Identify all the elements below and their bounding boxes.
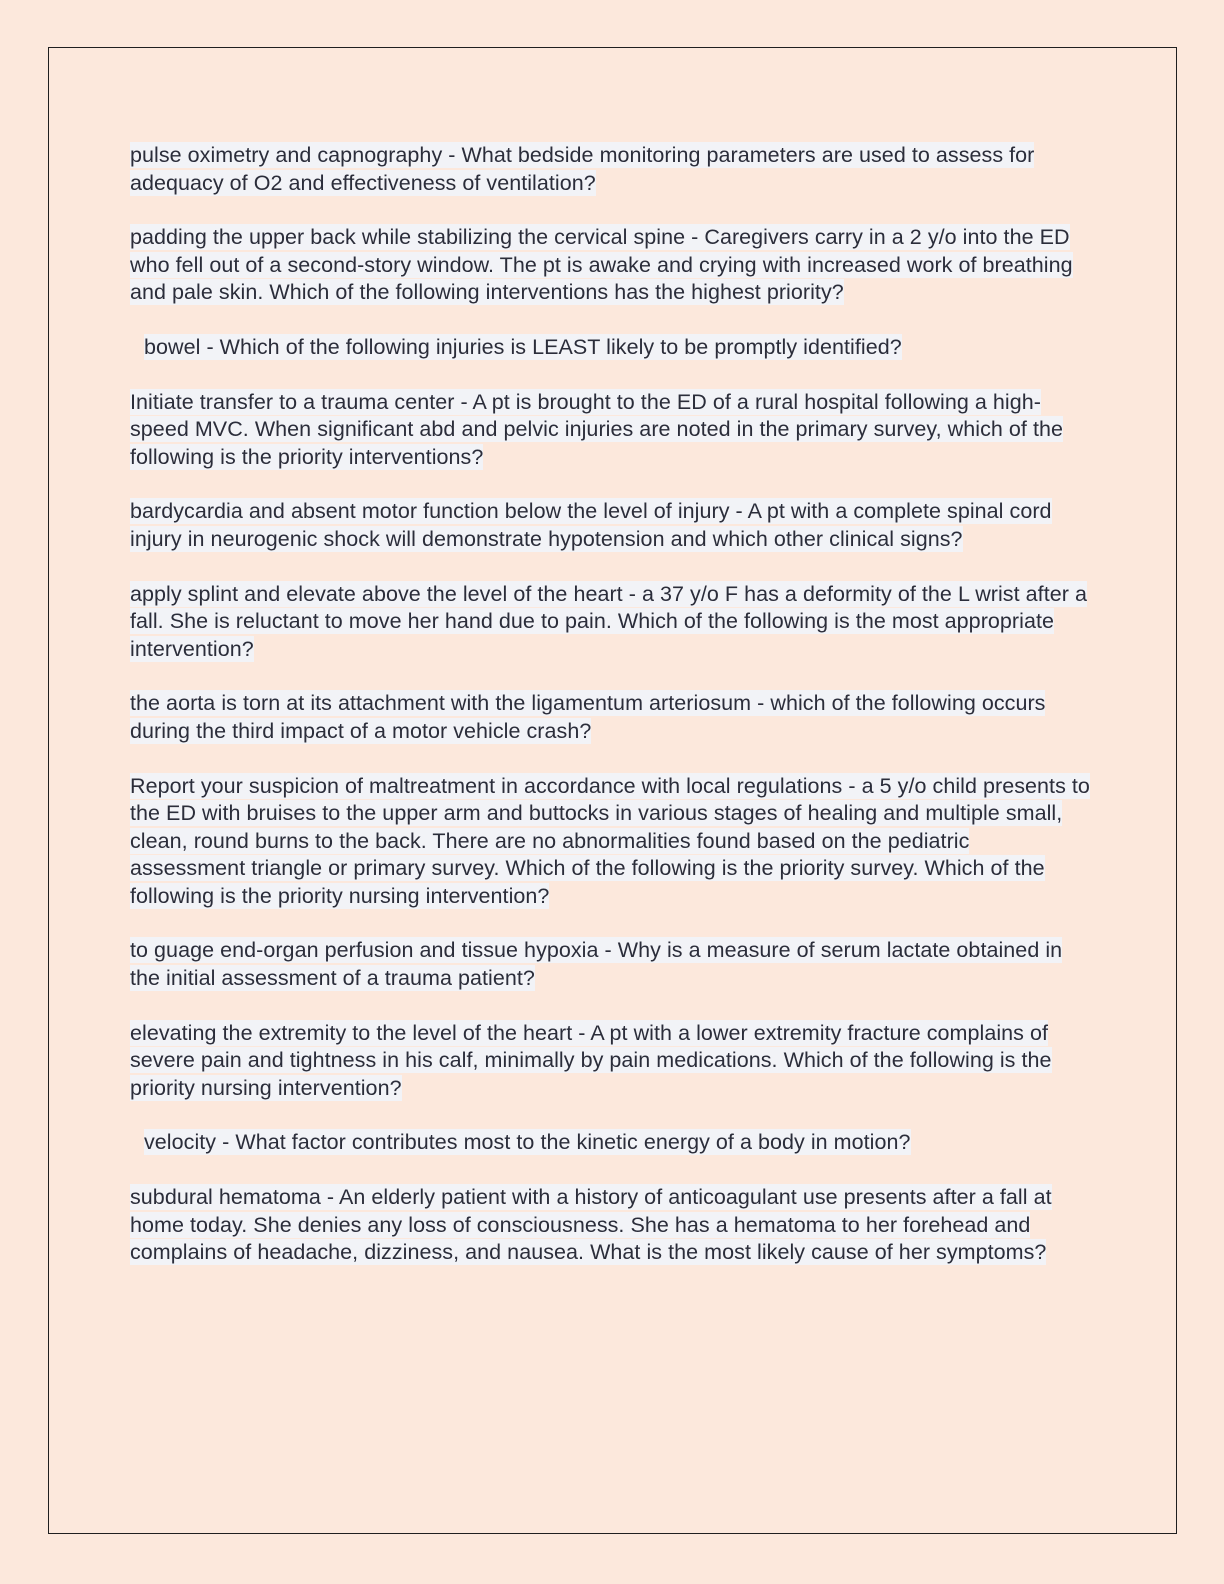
flashcard-text: Initiate transfer to a trauma center - A pt is brought to the ED of a rural hospital following a high-speed MVC. When significant abd and pelvic injuries are noted in the primary survey, which of the following is the priority interventions? (130, 389, 1064, 469)
flashcard-text: velocity - What factor contributes most to the kinetic energy of a body in motion? (144, 1130, 911, 1155)
flashcard-item (130, 334, 1090, 362)
flashcard-list (130, 142, 1090, 1294)
flashcard-text: bardycardia and absent motor function below the level of injury - A pt with a complete spinal cord injury in neurogenic shock will demonstrate hypotension and which other clinical signs? (130, 499, 1052, 551)
flashcard-item (130, 690, 1090, 745)
flashcard-text: Report your suspicion of maltreatment in accordance with local regulations - a 5 y/o child presents to the ED with bruises to the upper arm and buttocks in various stages of healing and multiple small, clean, round burns to the back. There are no abnormalities found based on the pediatric assessment triangle or primary survey. Which of the following is the priority survey. Which of the following is the priority nursing intervention? (130, 773, 1090, 908)
flashcard-item (130, 389, 1090, 472)
flashcard-text: to guage end-organ perfusion and tissue hypoxia - Why is a measure of serum lactate obtained in the initial assessment of a trauma patient? (130, 938, 1063, 991)
flashcard-item (130, 1129, 1090, 1157)
flashcard-text: the aorta is torn at its attachment with the ligamentum arteriosum - which of the following occurs during the third impact of a motor vehicle crash? (130, 691, 1046, 743)
flashcard-item (130, 937, 1090, 992)
flashcard-text: padding the upper back while stabilizing the cervical spine - Caregivers carry in a 2 y/o into the ED who fell out of a second-story window. The pt is awake and crying with increased work of breathing and pale skin. Which of the following interventions has the highest priority? (130, 225, 1073, 305)
flashcard-item (130, 498, 1090, 553)
flashcard-item (130, 1184, 1090, 1267)
flashcard-item (130, 581, 1090, 664)
flashcard-item (130, 142, 1090, 197)
flashcard-text: bowel - Which of the following injuries is LEAST likely to be promptly identified? (144, 334, 902, 359)
flashcard-item (130, 1020, 1090, 1103)
flashcard-text: apply splint and elevate above the level of the heart - a 37 y/o F has a deformity of the L wrist after a fall. She is reluctant to move her hand due to pain. Which of the following is the most appropriate intervention? (130, 581, 1087, 661)
flashcard-item (130, 773, 1090, 911)
flashcard-text: pulse oximetry and capnography - What bedside monitoring parameters are used to assess for adequacy of O2 and effectiveness of ventilation? (130, 143, 1035, 195)
flashcard-item (130, 224, 1090, 307)
flashcard-text: elevating the extremity to the level of the heart - A pt with a lower extremity fracture complains of severe pain and tightness in his calf, minimally by pain medications. Which of the following is the priority nursing intervention? (130, 1020, 1052, 1100)
flashcard-text: subdural hematoma - An elderly patient with a history of anticoagulant use presents after a fall at home today. She denies any loss of consciousness. She has a hematoma to her forehead and complains of headache, dizziness, and nausea. What is the most likely cause of her symptoms? (130, 1185, 1052, 1265)
